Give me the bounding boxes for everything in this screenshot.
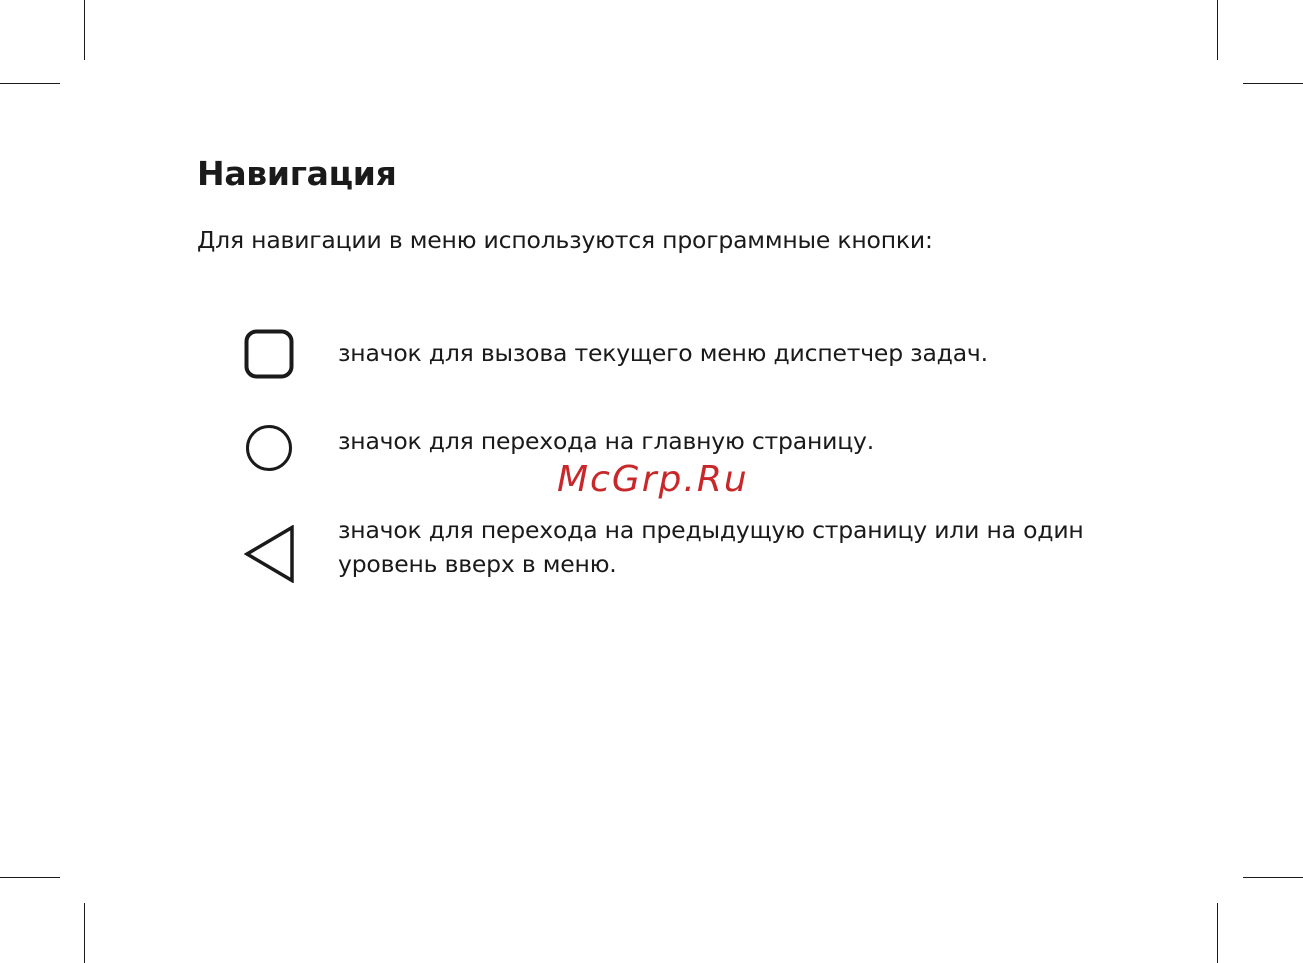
crop-mark	[0, 83, 60, 84]
item-text-home: значок для перехода на главную страницу.	[338, 427, 874, 455]
page-title: Навигация	[197, 154, 397, 193]
intro-text: Для навигации в меню используются программные кнопки:	[197, 226, 933, 254]
circle-icon	[245, 424, 293, 476]
item-text-back: значок для перехода на предыдущую страницу или на один уровень вверх в меню.	[338, 516, 1084, 578]
item-text-recent: значок для вызова текущего меню диспетчер задач.	[338, 339, 988, 367]
watermark: McGrp.Ru	[557, 459, 749, 500]
crop-mark	[0, 877, 60, 878]
crop-mark	[1217, 0, 1218, 60]
crop-mark	[1243, 83, 1303, 84]
crop-mark	[84, 903, 85, 963]
triangle-back-icon	[244, 525, 296, 587]
crop-mark	[1243, 877, 1303, 878]
rounded-square-icon	[244, 329, 294, 383]
crop-mark	[84, 0, 85, 60]
crop-mark	[1217, 903, 1218, 963]
